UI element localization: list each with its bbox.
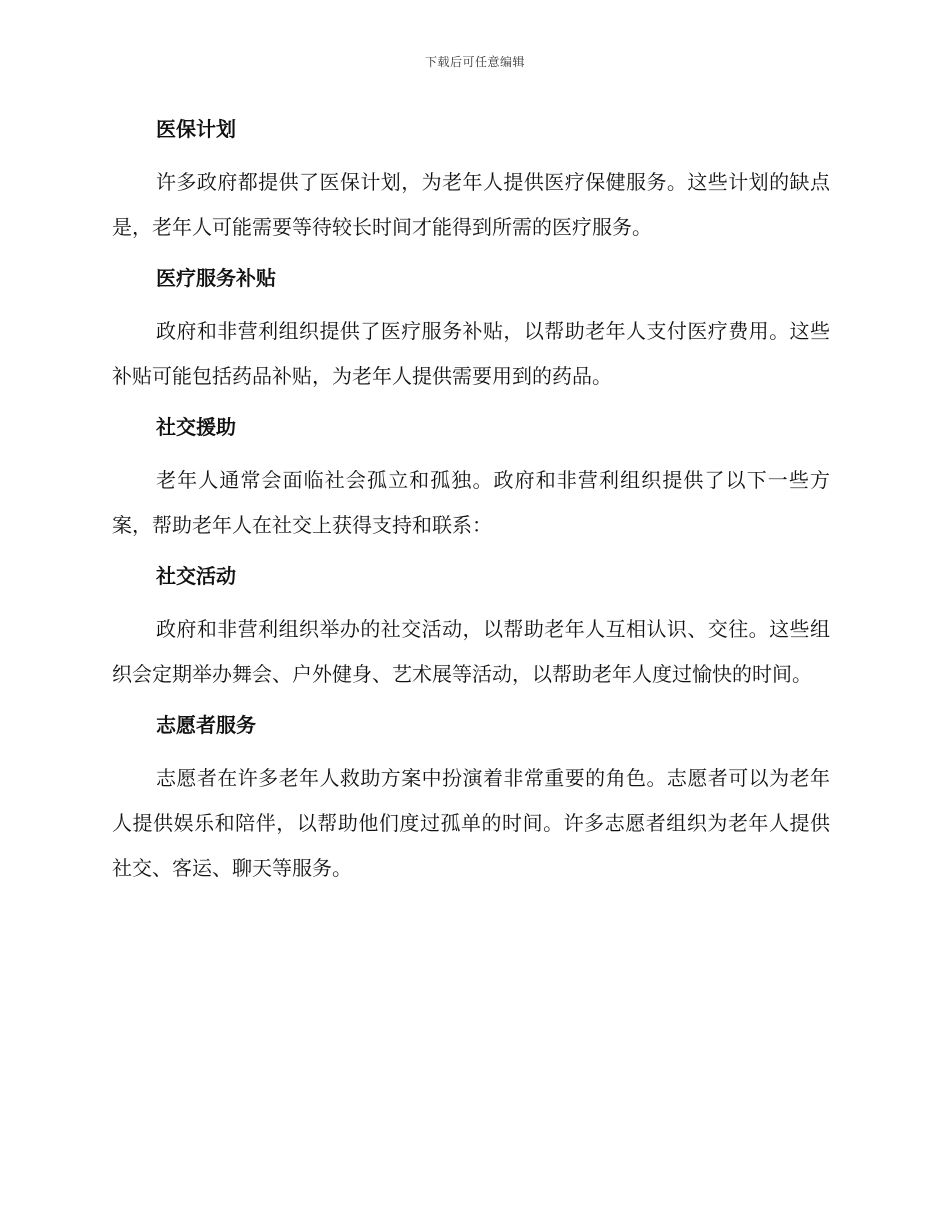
section-medical-subsidy xyxy=(112,261,830,399)
section-volunteer-services xyxy=(112,708,830,891)
section-paragraph: 老年人通常会面临社会孤立和孤独。政府和非营利组织提供了以下一些方案，帮助老年人在社交上获得支持和联系： xyxy=(112,468,830,537)
section-paragraph: 志愿者在许多老年人救助方案中扮演着非常重要的角色。志愿者可以为老年人提供娱乐和陪伴，以帮助他们度过孤单的时间。许多志愿者组织为老年人提供社交、客运、聊天等服务。 xyxy=(112,766,830,880)
section-heading: 医疗服务补贴 xyxy=(156,266,276,290)
header-note: 下载后可任意编辑 xyxy=(424,55,525,69)
document-content xyxy=(112,112,830,902)
section-paragraph: 许多政府都提供了医保计划，为老年人提供医疗保健服务。这些计划的缺点是，老年人可能需要等待较长时间才能得到所需的医疗服务。 xyxy=(112,170,830,239)
section-heading: 志愿者服务 xyxy=(156,713,256,737)
section-heading: 医保计划 xyxy=(156,117,236,141)
section-paragraph: 政府和非营利组织举办的社交活动，以帮助老年人互相认识、交往。这些组织会定期举办舞会、户外健身、艺术展等活动，以帮助老年人度过愉快的时间。 xyxy=(112,617,830,686)
section-social-assistance xyxy=(112,410,830,548)
section-heading: 社交援助 xyxy=(156,415,236,439)
section-paragraph: 政府和非营利组织提供了医疗服务补贴，以帮助老年人支付医疗费用。这些补贴可能包括药品补贴，为老年人提供需要用到的药品。 xyxy=(112,319,830,388)
section-heading: 社交活动 xyxy=(156,564,236,588)
section-medical-insurance xyxy=(112,112,830,250)
section-social-activities xyxy=(112,559,830,697)
